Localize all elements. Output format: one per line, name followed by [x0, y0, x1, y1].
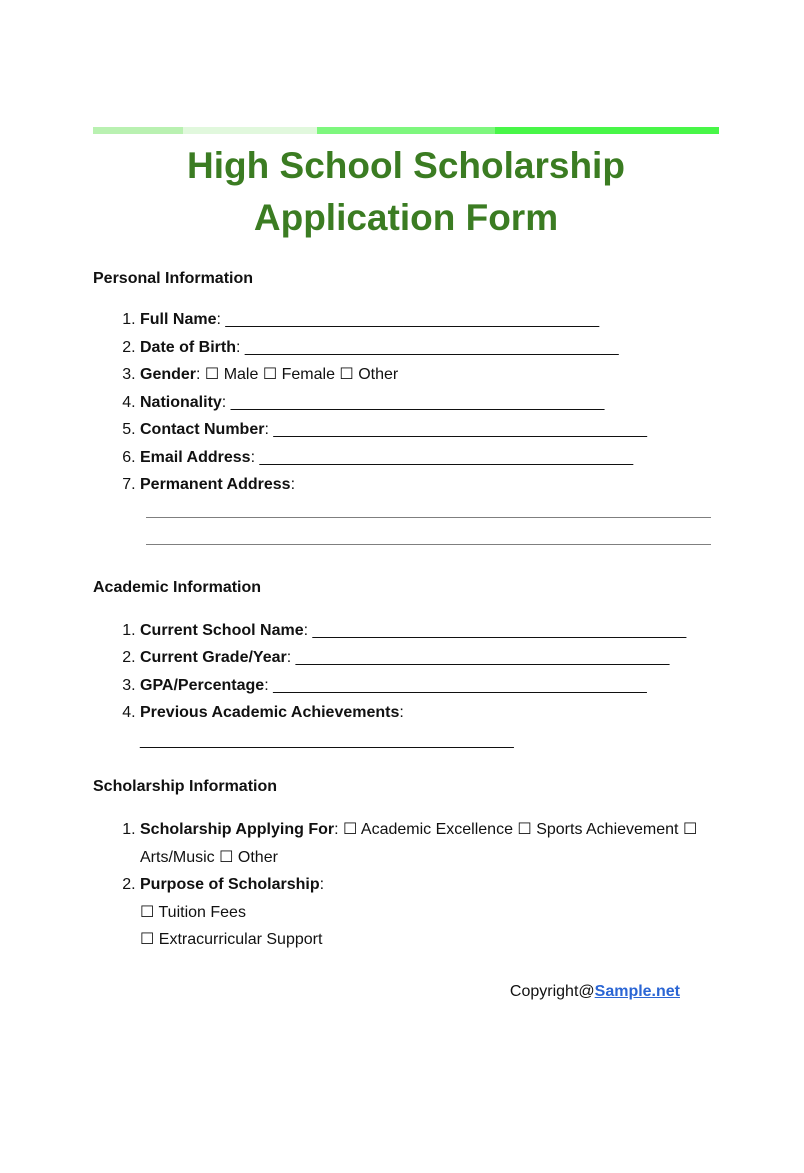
- list-item-gender: [140, 361, 719, 389]
- page-title: High School Scholarship Application Form: [187, 145, 625, 238]
- current-school-name-label: Current School Name: [140, 621, 304, 639]
- gender-checkbox-options: : ☐ Male ☐ Female ☐ Other: [196, 366, 399, 383]
- list-item-email-address: [140, 444, 719, 472]
- section-scholarship-information: [93, 777, 719, 954]
- previous-academic-achievements-label: Previous Academic Achievements: [140, 704, 400, 721]
- list-item-scholarship-applying-for: [140, 816, 719, 871]
- document-page: [0, 127, 804, 1173]
- nationality-blank: : __________________________________________: [221, 393, 605, 411]
- header-accent-bar: [93, 127, 719, 134]
- list-item-previous-academic-achievements: [140, 699, 719, 754]
- list-item-current-school-name: [140, 617, 719, 645]
- list-item-full-name: [140, 306, 719, 334]
- date-of-birth-blank: : __________________________________________: [236, 338, 619, 356]
- academic-information-list: [93, 617, 719, 755]
- purpose-option-extracurricular-support: ☐ Extracurricular Support: [140, 931, 323, 948]
- purpose-option-tuition-fees: ☐ Tuition Fees: [140, 903, 246, 921]
- list-item-permanent-address: [140, 471, 719, 499]
- accent-bar-segment-1: [93, 127, 183, 134]
- scholarship-information-heading: Scholarship Information: [93, 778, 278, 795]
- permanent-address-write-in-line-2: [146, 518, 711, 545]
- contact-number-blank: : __________________________________________: [264, 421, 648, 438]
- current-grade-year-label: Current Grade/Year: [140, 649, 287, 666]
- list-item-purpose-of-scholarship: [140, 871, 719, 954]
- gpa-percentage-label: GPA/Percentage: [140, 676, 265, 694]
- previous-academic-achievements-colon: :: [399, 704, 404, 721]
- list-item-contact-number: [140, 416, 719, 444]
- personal-information-heading: Personal Information: [93, 270, 254, 287]
- full-name-blank: : __________________________________________: [216, 311, 600, 328]
- scholarship-information-list: [93, 816, 719, 954]
- gender-label: Gender: [140, 366, 197, 383]
- nationality-label: Nationality: [140, 393, 222, 411]
- accent-bar-segment-4: [495, 127, 719, 134]
- list-item-nationality: [140, 389, 719, 417]
- current-school-name-blank: : __________________________________________: [303, 621, 687, 639]
- section-academic-information: [93, 578, 719, 755]
- scholarship-applying-for-checkbox-options: : ☐ Academic Excellence ☐ Sports Achievement ☐ Arts/Music ☐ Other: [140, 821, 698, 866]
- footer: [93, 982, 719, 1001]
- purpose-of-scholarship-label: Purpose of Scholarship: [140, 876, 320, 893]
- current-grade-year-blank: : __________________________________________: [286, 649, 670, 666]
- academic-information-heading: Academic Information: [93, 578, 262, 596]
- section-personal-information: [93, 269, 719, 545]
- list-item-current-grade-year: [140, 644, 719, 672]
- purpose-of-scholarship-colon: :: [319, 876, 325, 893]
- email-address-label: Email Address: [140, 448, 251, 466]
- copyright-text: Copyright@: [509, 982, 595, 1000]
- permanent-address-colon: :: [290, 476, 296, 493]
- accent-bar-segment-2: [183, 127, 317, 134]
- accent-bar-segment-3: [317, 127, 495, 134]
- full-name-label: Full Name: [140, 311, 217, 328]
- sample-net-link[interactable]: Sample.net: [594, 982, 680, 1000]
- date-of-birth-label: Date of Birth: [140, 338, 236, 356]
- contact-number-label: Contact Number: [140, 421, 265, 438]
- previous-academic-achievements-blank: __________________________________________: [140, 731, 514, 749]
- personal-information-list: [93, 306, 719, 499]
- permanent-address-label: Permanent Address: [140, 476, 291, 493]
- permanent-address-write-in-line-1: [146, 499, 711, 518]
- gpa-percentage-blank: : __________________________________________: [264, 676, 647, 694]
- scholarship-applying-for-label: Scholarship Applying For: [140, 821, 335, 838]
- list-item-date-of-birth: [140, 334, 719, 362]
- email-address-blank: : __________________________________________: [250, 448, 634, 466]
- list-item-gpa-percentage: [140, 672, 719, 700]
